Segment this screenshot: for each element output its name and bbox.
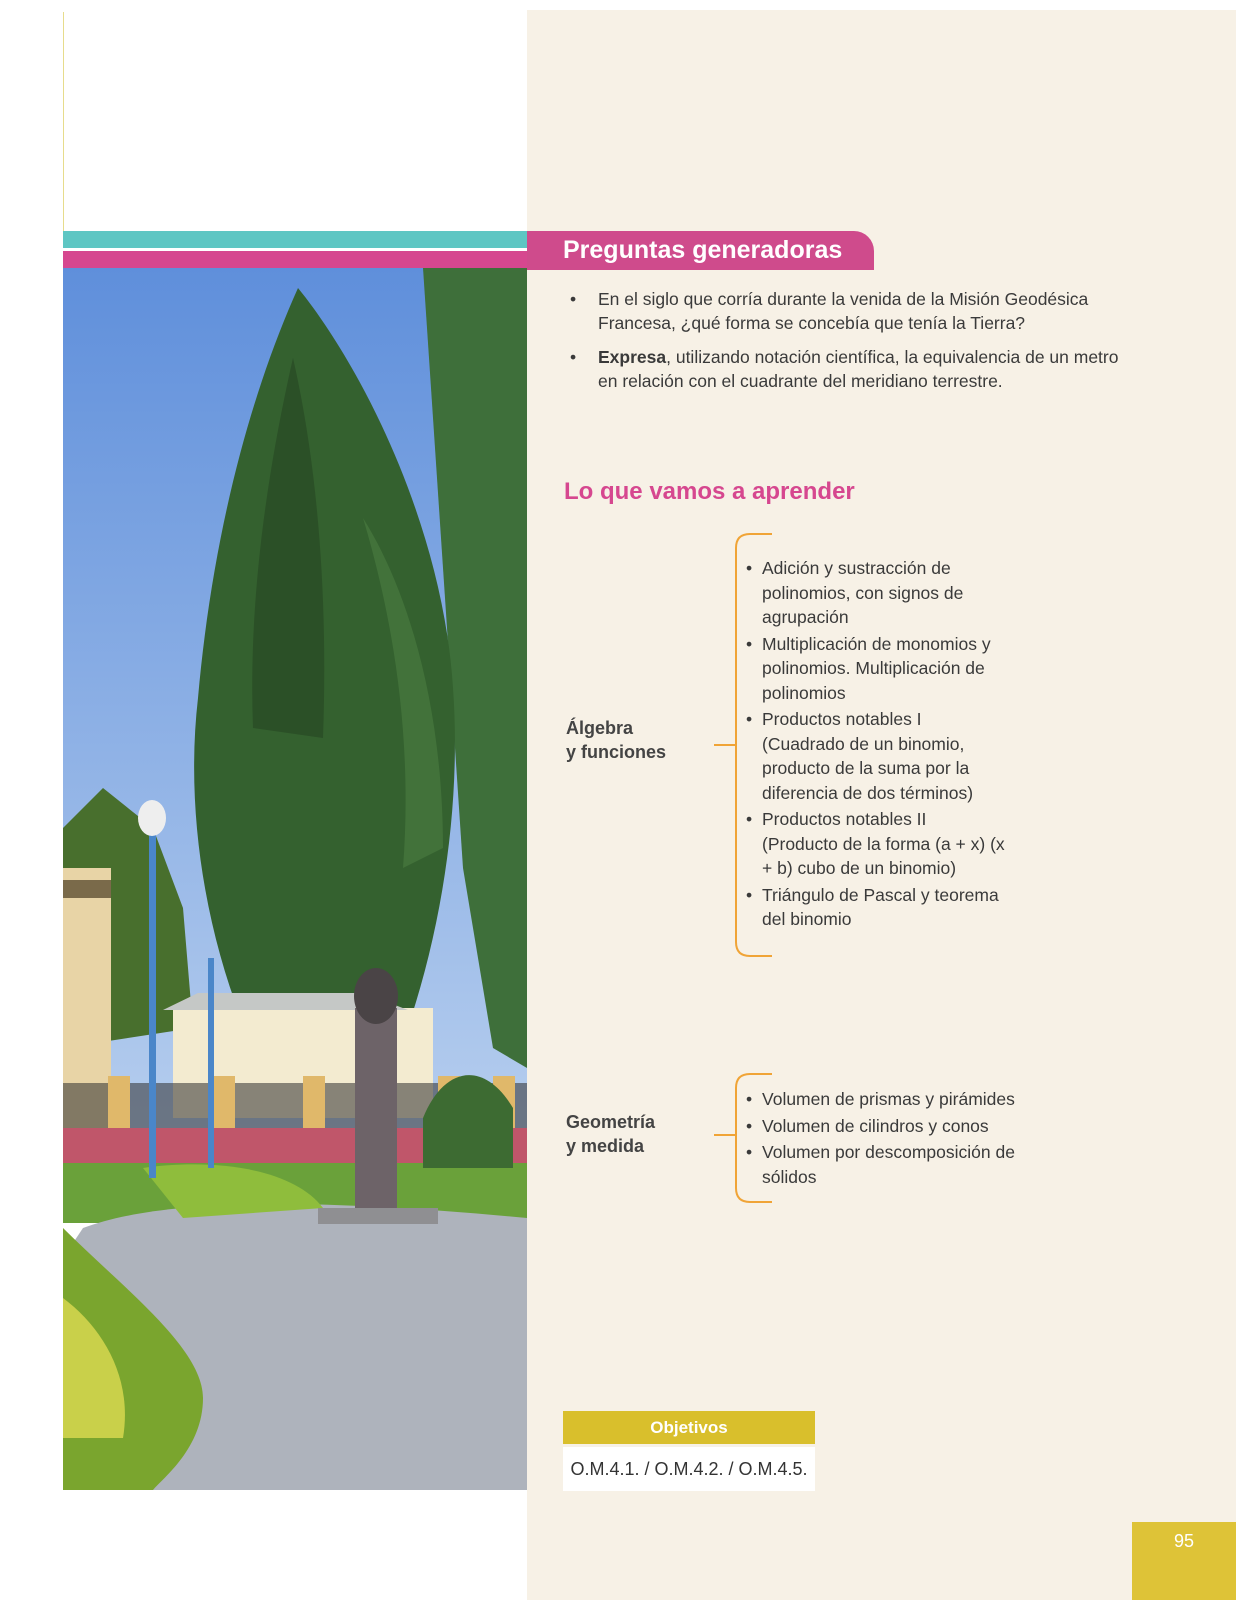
topic-item <box>746 1087 1036 1112</box>
bullet: • <box>746 633 753 654</box>
category-label: y funciones <box>566 742 667 762</box>
park-photo <box>63 268 527 1490</box>
topic-item <box>746 883 1006 932</box>
topic-item <box>746 707 1006 805</box>
topic-text: Adición y sustracción de polinomios, con signos de agrupación <box>762 558 964 627</box>
topic-text: Multiplicación de monomios y polinomios. Multiplicación de polinomios <box>762 633 991 703</box>
topic-item <box>746 1140 1036 1189</box>
category-algebra <box>566 716 666 764</box>
objetivos-codes: O.M.4.1. / O.M.4.2. / O.M.4.5. <box>563 1447 815 1491</box>
topic-item <box>746 1114 1036 1139</box>
pink-band <box>63 251 527 268</box>
topic-item <box>746 556 1006 630</box>
topic-item <box>746 632 1006 706</box>
margin-line <box>63 12 64 232</box>
preguntas-list <box>568 287 1138 403</box>
category-label: y medida <box>566 1136 645 1156</box>
bullet: • <box>746 809 753 829</box>
teal-band <box>63 231 527 248</box>
geometria-topics <box>746 1087 1036 1191</box>
algebra-topics <box>746 556 1006 934</box>
topic-text: Triángulo de Pascal y teorema del binomio <box>762 884 999 929</box>
bullet: • <box>570 289 577 309</box>
page-number: 95 <box>1132 1522 1236 1600</box>
list-item <box>568 345 1138 393</box>
topic-text: Volumen de cilindros y conos <box>762 1115 989 1136</box>
bullet: • <box>746 558 753 578</box>
question-text: , utilizando notación científica, la equivalencia de un metro en relación con el cuadrante del meridiano terrestre. <box>598 347 1119 391</box>
topic-item <box>746 807 1006 881</box>
preguntas-generadoras-header: Preguntas generadoras <box>527 231 874 270</box>
bullet: • <box>746 1089 753 1109</box>
bullet: • <box>746 1115 753 1136</box>
topic-text: Productos notables II (Producto de la forma (a + x) (x + b) cubo de un binomio) <box>762 809 1005 878</box>
question-text: En el siglo que corría durante la venida de la Misión Geodésica Francesa, ¿qué forma se concebía que tenía la Tierra? <box>598 289 1089 333</box>
list-item <box>568 287 1138 335</box>
category-geometria <box>566 1110 655 1158</box>
topic-text: Volumen de prismas y pirámides <box>762 1089 1015 1109</box>
category-label: Geometría <box>566 1112 656 1132</box>
topic-text: Volumen por descomposición de sólidos <box>762 1142 1015 1187</box>
section-title: Lo que vamos a aprender <box>564 478 855 505</box>
bullet: • <box>746 1142 753 1162</box>
question-bold-verb: Expresa <box>598 347 667 367</box>
objetivos-header: Objetivos <box>563 1411 815 1444</box>
bullet: • <box>746 709 753 729</box>
bullet: • <box>746 884 753 905</box>
category-label: Álgebra <box>566 718 634 738</box>
topic-text: Productos notables I (Cuadrado de un binomio, producto de la suma por la diferencia de dos términos) <box>762 709 974 803</box>
bullet: • <box>570 347 577 367</box>
